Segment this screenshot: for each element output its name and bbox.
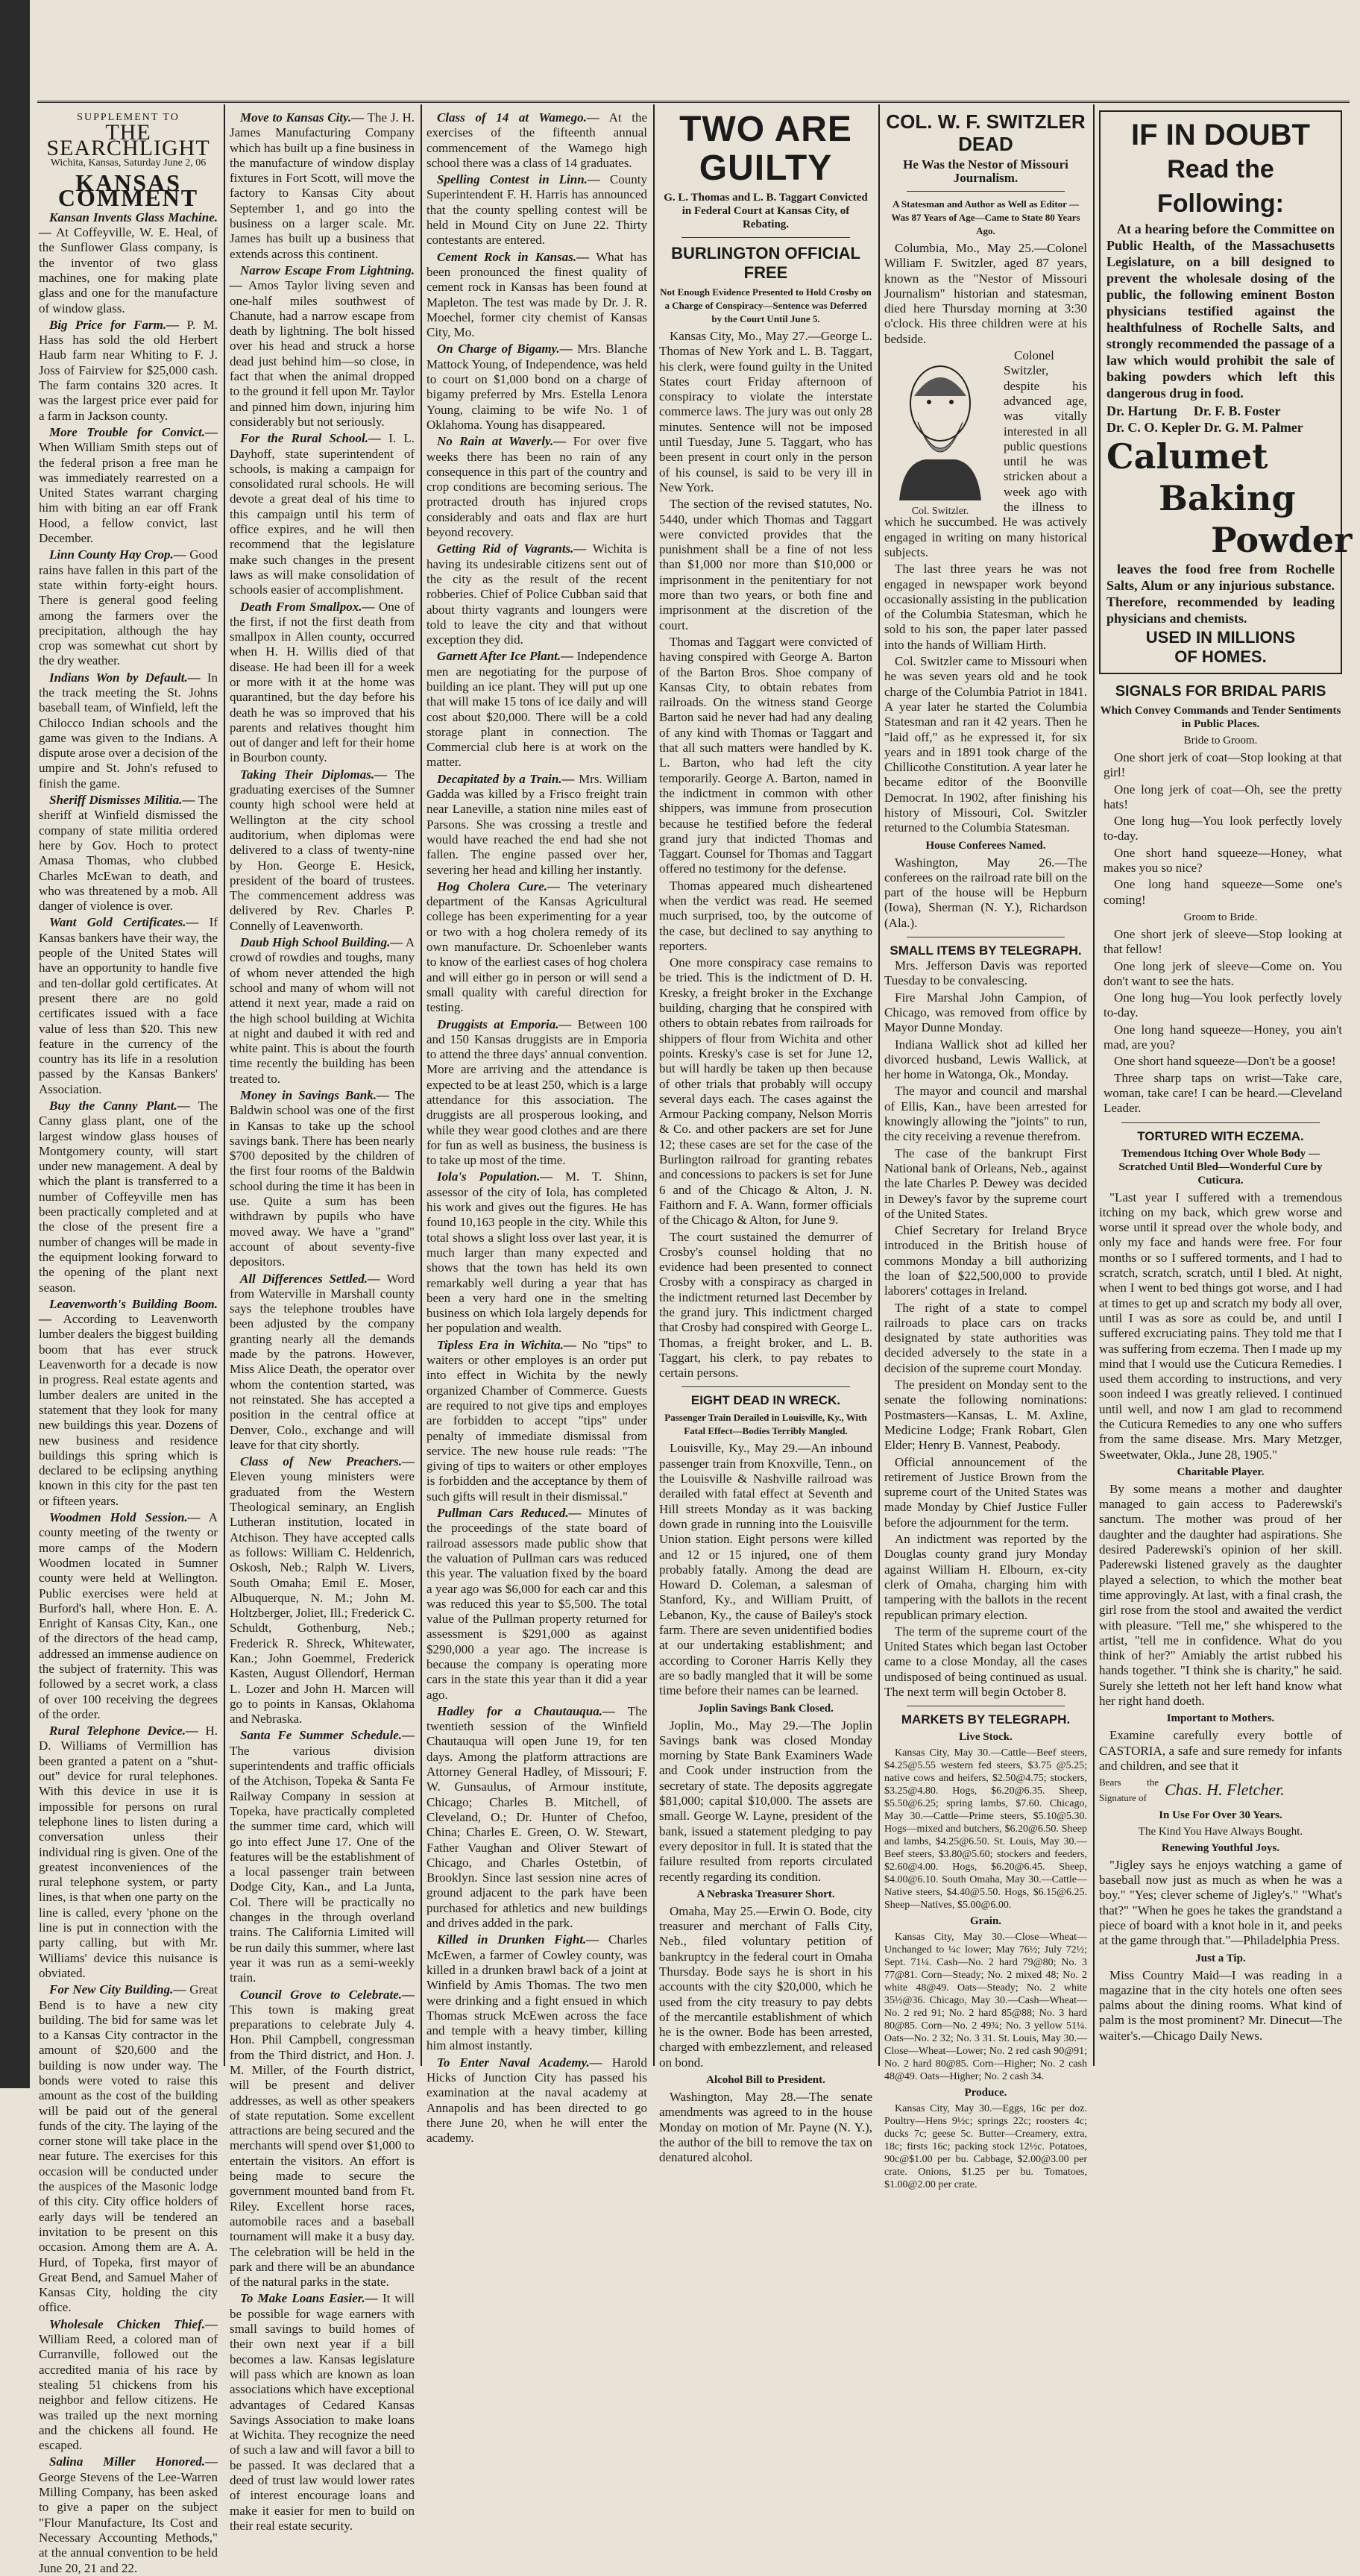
news-item (230, 1728, 415, 1985)
news-item-text: The twentieth session of the Winfield Chautauqua will open June 19, for ten days. Among the platform attractions are Attorney General Hadley, of Missouri; F. W. Gunsaulus, of Armour institute, Chicago; Charles B. Mitchell, of Cleveland, O.; Dr. Hunter of Chefoo, China; Charles E. Green, O. W. Stewart, Father Vaughan and Oliver Stewart of Chicago, and Charles Ostetbin, of Brooklyn. Since last session nine acres of ground adjacent to the park have been purchased for athletics and new buildings and drives added in the park. (426, 1703, 647, 1931)
news-item-kicker: On Charge of Bigamy.— (437, 342, 573, 356)
brand-calumet: Calumet (1106, 436, 1268, 477)
news-item-kicker: Leavenworth's Building Boom.— (39, 1296, 218, 1327)
news-item (39, 915, 218, 1097)
headline-alcohol: Alcohol Bill to President. (706, 2074, 825, 2087)
news-item-text: According to Leavenworth lumber dealers the biggest building boom that has ever struck Leavenworth for a decade is now in progress. Real estate agents and lumber dealers are united in the statement that they look for many new buildings this year. Dozens of new business and residence buildings this spring which is declared to be eclipsing anything known in this city for the past ten or fifteen years. (39, 1312, 218, 1508)
groom-signal: One long hug—You look perfectly lovely to-day. (1104, 990, 1342, 1020)
guilty-story (659, 329, 872, 1380)
news-item (426, 1017, 647, 1169)
news-item-kicker: Want Gold Certificates.— (49, 915, 199, 930)
bride-signal: One short hand squeeze—Honey, what makes you so nice? (1104, 845, 1342, 876)
bank-story: Joplin, Mo., May 29.—The Joplin Savings bank was closed Monday morning by State Bank Examiners Wade and Cook under instruction from the secretary of state. The deposits aggregate $81,000; capital $10,000. The assets are small. George W. Layne, president of the bank, issued a statement pledging to pay every depositor in full. It is stated that the failure resulted from reports circulated recently regarding its condition. (659, 1718, 872, 1884)
news-item-kicker: Decapitated by a Train.— (437, 771, 575, 786)
small-item: An indictment was reported by the Douglas county grand jury Monday against William H. Elbourn, ex-city clerk of Omaha, charging him with tampering with the ballots in the recent republican primary election. (884, 1532, 1087, 1622)
markets-live-head: Live Stock. (959, 1731, 1013, 1744)
signature-block (1099, 1775, 1342, 1806)
subhead-signals: Which Convey Commands and Tender Sentiments in Public Places. (1100, 705, 1341, 730)
news-item-text: The Baldwin school was one of the first in Kansas to take up the school savings bank. There has been nearly $700 deposited by the children of the first four rooms of the Baldwin school during the time it has been in use. Quite a sum has been withdrawn by pupils who have moved away. We have a "grand" account of about seventy-five depositors. (230, 1088, 415, 1269)
section-title: KANSAS COMMENT (57, 169, 199, 212)
news-item (230, 1088, 415, 1270)
column-rule (653, 104, 655, 2066)
subhead-crosby: Not Enough Evidence Presented to Hold Crosby on a Charge of Conspiracy—Sentence was Deferred by the Court Until June 5. (660, 286, 872, 324)
news-item-kicker: Hadley for a Chautauqua.— (437, 1703, 616, 1718)
news-item-kicker: Council Grove to Celebrate.— (240, 1987, 415, 2002)
small-item: The case of the bankrupt First National bank of Orleans, Neb., against the late Charles P. Dewey was decided in Dewey's favor by the supreme court of the United States. (884, 1146, 1087, 1221)
news-item (39, 1510, 218, 1722)
column-rule (1093, 104, 1095, 2066)
ad-doctors-2: Dr. C. O. Kepler Dr. G. M. Palmer (1106, 420, 1303, 435)
news-item-kicker: Class of New Preachers.— (240, 1454, 415, 1469)
news-item (230, 2291, 415, 2533)
news-item-kicker: To Make Loans Easier.— (240, 2291, 378, 2306)
news-item (426, 1169, 647, 1336)
news-item-kicker: Buy the Canny Plant.— (49, 1099, 190, 1113)
news-item-text: Mrs. William Gadda was killed by a Frisco freight train near Laneville, a station nine miles east of Parsons. She was crossing a trestle and would have reached the end had she not fallen. The engine passed over her, severing her head and killing her instantly. (426, 771, 647, 877)
small-item: Fire Marshal John Campion, of Chicago, was removed from office by Mayor Dunne Monday. (884, 990, 1087, 1035)
news-item (230, 600, 415, 766)
news-item-text: George Stevens of the Lee-Warren Milling Company, has been asked to give a paper on the subject "Flour Manufacture, Its Cost and Necessary Accounting Methods," at the annual convention to be held June 20, 21 and 22. (39, 2469, 218, 2575)
news-item-text: One of the first, if not the first death from smallpox in Allen county, occurred when H. H. Willis died of that disease. He had been ill for a week or more with it at the home was quarantined, but the day before his death he was so improved that his parents and relatives thought him out of danger and left for their home in Bourbon county. (230, 599, 415, 765)
groom-signal: Three sharp taps on wrist—Take care, woman, take care! I can be heard.—Cleveland Leader. (1104, 1070, 1342, 1116)
groom-signals-list (1099, 927, 1342, 1116)
bride-signals-list (1099, 750, 1342, 908)
news-item-text: Charles McEwen, a farmer of Cowley county, was killed in a drunken brawl back of a joint at Winfield by Amis Thomas. The two men were drinking and a fight ensued in which Thomas struck McEwen across the face and temple with a heavy timber, killing him almost instantly. (426, 1932, 647, 2053)
bride-signal: One short jerk of coat—Stop looking at that girl! (1104, 750, 1342, 780)
news-item (39, 2317, 218, 2454)
ad-used-2: OF HOMES. (1174, 647, 1267, 666)
news-item (39, 670, 218, 791)
news-item (39, 1297, 218, 1509)
news-item-kicker: Salina Miller Honored.— (49, 2454, 218, 2469)
news-item-kicker: To Enter Naval Academy.— (437, 2055, 602, 2070)
headline-player: Charitable Player. (1177, 1466, 1265, 1478)
markets-grain-head: Grain. (969, 1915, 1002, 1928)
story-paragraph: Columbia, Mo., May 25.—Colonel William F. Switzler, aged 87 years, known as the "Nestor of Missouri Journalism" historian and statesman, died here Thursday morning at 3:30 o'clock. His three children were at his bedside. (884, 241, 1087, 346)
bride-signal: One long hand squeeze—Some one's coming! (1104, 877, 1342, 907)
fletcher-signature: Chas. H. Fletcher. (1165, 1780, 1285, 1800)
story-paragraph: Kansas City, Mo., May 27.—George L. Thomas of New York and L. B. Taggart, his clerk, were found guilty in the United States court Friday afternoon of conspiracy to violate the interstate commerce laws. The jury was out only 28 minutes. Sentence will not be imposed until Tuesday, June 5. Taggart, who has been present in court only in the person of his counsel, is said to be very ill in New York. (659, 329, 872, 494)
markets-produce: Kansas City, May 30.—Eggs, 16c per doz. Poultry—Hens 9½c; springs 22c; roosters 4c; ducks 7c; geese 5c. Butter—Creamery, extra, 18c; firsts 16c; packing stock 12½c. Potatoes, 90c@$1.00 per bu. Cabbage, $2.00@3.00 per crate. Onions, $1.25 per bu. Tomatoes, $1.00@2.00 per crate. (884, 2103, 1087, 2191)
headline-burlington: BURLINGTON OFFICIAL FREE (671, 244, 860, 282)
small-item: The mayor and council and marshal of Ellis, Kan., have been arrested for knowingly allowing the "joints" to run, the city receiving a revenue therefrom. (884, 1084, 1087, 1144)
news-item-text: At the exercises of the fifteenth annual commencement of the Wamego high school there was a class of 14 graduates. (426, 110, 647, 170)
news-item-kicker: Taking Their Diplomas.— (240, 767, 388, 782)
conferees-story: Washington, May 26.—The conferees on the railroad rate bill on the part of the house will be Hepburn (Iowa), Sherman (N. Y.), Richardson (Ala.). (884, 855, 1087, 930)
news-item (426, 110, 647, 171)
news-item-text: Wichita is having its undesirable citizens sent out of the city as the result of the recent robberies. Chief of Police Cubban said that about thirty vagrants and loungers were told to leave the city and that without exception they did. (426, 541, 647, 647)
headline-mothers: Important to Mothers. (1166, 1712, 1275, 1725)
ad-doctors-1: Dr. Hartung Dr. F. B. Foster (1106, 403, 1281, 418)
news-item (39, 425, 218, 546)
ad-used-1: USED IN MILLIONS (1145, 628, 1296, 647)
news-item (39, 2454, 218, 2575)
calumet-advertisement (1099, 110, 1353, 674)
bears-label: Bears the Signature of (1099, 1777, 1159, 1803)
news-item (230, 767, 415, 934)
news-item-kicker: Woodmen Hold Session.— (49, 1510, 201, 1525)
ad-tail: leaves the food free from Rochelle Salts, Alum or any injurious substance. Therefore, recommended by leading physicians and chemists. (1106, 562, 1335, 626)
news-item (426, 879, 647, 1016)
news-item-text: A crowd of rowdies and toughs, many of whom never attended the high school and many of whom will not attend it next year, made a raid on the high school building at Wichita at night and daubed it with red and white paint. This is about the fourth time recently the building has been treated to. (230, 935, 415, 1086)
headline-conferees: House Conferees Named. (925, 839, 1046, 852)
news-item-kicker: Big Price for Farm.— (49, 317, 180, 332)
news-item-text: I. L. Dayhoff, state superintendent of schools, is making a campaign for consolidated rural schools. He will devote a great deal of his time to this campaign until his term of office expires, and he will then recommend that the legislature make such changes in the present laws as will make consolidation of schools easier of accomplishment. (230, 431, 415, 597)
news-item-kicker: For the Rural School.— (240, 431, 381, 446)
news-item-text: The graduating exercises of the Sumner county high school were held at Wellington at the city school auditorium, when diplomas were delivered to a class of twenty-nine by Hon. George E. Hesick, president of the board of trustees. The commencement address was delivered by Rev. Charles P. Connelly of Leavenworth. (230, 767, 415, 933)
news-item-text: Great Bend is to have a new city building. The bid for same was let to a Kansas City contractor in the amount of $20,600 and the building is now under way. The bonds were voted to raise this amount as the cost of the building will be paid out of the general funds of the city. The laying of the corner stone will take place in the near future. The exercises for this occasion will be conducted under the auspices of the Masonic lodge of this city. City office holders of early days will be tendered an invitation to be present on this occasion. Among them are A. A. Hurd, of Topeka, first mayor of Great Bend, and Samuel Maher of Kansas City, holding the city office. (39, 1982, 218, 2315)
news-item-kicker: Indians Won by Default.— (49, 670, 201, 685)
news-item-kicker: Cement Rock in Kansas.— (437, 249, 590, 264)
column-three-list (426, 110, 647, 2146)
news-item-text: County Superintendent F. H. Harris has announced that the county spelling contest will be held in Mound City on June 22. Thirty contestants are entered. (426, 172, 647, 248)
small-item: Indiana Wallick shot ad killed her divorced husband, Lewis Wallick, at her home in Watonga, Ok., Monday. (884, 1037, 1087, 1082)
top-rule (37, 101, 1350, 103)
bride-to-groom-head: Bride to Groom. (1183, 735, 1258, 747)
switzler-story-lead (884, 241, 1087, 347)
news-item-text: What has been pronounced the finest quality of cement rock in Kansas has been found at Mapleton. The test was made by Dr. J. R. Moechel, former city chemist of Kansas City, Mo. (426, 249, 648, 340)
joys-story: "Jigley says he enjoys watching a game of baseball now just as much as when he was a boy." "Yes; clever scheme of Jigley's." "What's that?" "When he goes he takes the grandstand a piece of board with a knot hole in it, and peeks at the game through that."—Philadelphia Press. (1099, 1857, 1342, 1948)
groom-signal: One short jerk of sleeve—Stop looking at that fellow! (1104, 926, 1342, 957)
masthead-supplement: SUPPLEMENT TO (77, 112, 180, 123)
news-item (39, 547, 218, 668)
news-item (426, 1704, 647, 1931)
brand-powder: Powder (1211, 520, 1353, 560)
headline-markets: MARKETS BY TELEGRAPH. (901, 1712, 1071, 1727)
headline-treasurer: A Nebraska Treasurer Short. (696, 1888, 835, 1900)
masthead-paper-name: THE SEARCHLIGHT (46, 120, 210, 160)
portrait-caption: Col. Switzler. (911, 506, 969, 518)
news-item-text: Word from Waterville in Marshall county says the telephone troubles have been adjusted by the company granting nearly all the demands made by the patrons. However, Miss Alice Death, the operator over whom the contention started, was not reinstated. She has accepted a position in the central office at Denver, Colo., exchange and will leave for that city shortly. (230, 1271, 415, 1452)
bride-signal: One long hug—You look perfectly lovely to-day. (1104, 814, 1342, 844)
groom-signal: One long jerk of sleeve—Come on. You don't want to see the hats. (1104, 958, 1342, 988)
story-paragraph: The court sustained the demurrer of Crosby's counsel holding that no evidence had been presented to connect Crosby with a conspiracy as charged in the indictment returned last December by the grand jury. This indictment charged that Crosby had conspired with George L. Thomas, a freight broker, and L. B. Taggart, his clerk, to pay rebates to certain persons. (659, 1229, 872, 1380)
news-item (230, 1272, 415, 1454)
news-item (426, 1338, 647, 1504)
subhead-statesman: A Statesman and Author as Well as Editor —Was 87 Years of Age—Came to State 80 Years Ago. (891, 198, 1080, 236)
news-item (426, 2055, 647, 2146)
news-item-text: The J. H. James Manufacturing Company which has built up a fine business in the manufacture of window display fixtures in Fort Scott, will move the factory to Kansas City about September 1, and go into the business on a larger scale. Mr. James has built up a business that extends across this continent. (230, 110, 415, 261)
column-ads (1099, 110, 1353, 2064)
news-item-kicker: Iola's Population.— (437, 1169, 553, 1184)
eczema-story: "Last year I suffered with a tremendous itching on my back, which grew worse and worse until it spread over the whole body, and only my face and hands were free. For four months or so I suffered torments, and I had to scratch, scratch, scratch, until I bled. At night, when I went to bed things got worse, and I had at times to get up and scratch my body all over, until I was as sore as could be, and until I suffered excruciating pains. They told me that I was suffering from eczema. Then I made up my mind that I would use the Cuticura Remedies. I used them according to instructions, and very soon indeed I was greatly relieved. I continued until well, and now I am glad to recommend the Cuticura Remedies to any one who suffers from the same disease. Mrs. Mary Metzger, Sweetwater, Okla., June 28, 1905." (1099, 1190, 1342, 1462)
news-item-text: Independence men are negotiating for the purpose of building an ice plant. They will put up one that will make 15 tons of ice daily and will cost about $20,000. There will be a cold storage plant in connection. The Commercial club here is at work on the matter. (426, 649, 648, 770)
news-item (39, 1982, 218, 2316)
news-item (39, 793, 218, 914)
headline-wreck: EIGHT DEAD IN WRECK. (690, 1393, 841, 1408)
headline-two-are-guilty: TWO ARE GUILTY (679, 110, 852, 188)
news-item-kicker: Rural Telephone Device.— (49, 1724, 199, 1738)
news-item (426, 172, 647, 248)
headline-switzler: COL. W. F. SWITZLER DEAD (886, 110, 1086, 155)
news-item (39, 1099, 218, 1295)
news-item (39, 210, 218, 316)
news-item-kicker: Santa Fe Summer Schedule.— (240, 1728, 415, 1743)
small-item: Mrs. Jefferson Davis was reported Tuesday to be convalescing. (884, 958, 1087, 988)
news-item-text: A county meeting of the twenty or more camps of the Modern Woodmen located in Sumner county were held at Wellington. Public exercises were held at Burford's hall, where Hon. E. A. Enright of Kansas City, Kan., one of the directors of the head camp, addressed an immense audience on the subject of fraternity. This was followed by a secret work, a class of over 100 receiving the degrees of the order. (39, 1510, 218, 1721)
small-item: Official announcement of the retirement of Justice Brown from the supreme court of the United States was made Monday by Chief Justice Fuller before the adjournment for the term. (884, 1454, 1087, 1530)
headline-joys: Renewing Youthful Joys. (1161, 1841, 1280, 1854)
subhead-nestor: He Was the Nestor of Missouri Journalism. (903, 157, 1068, 185)
tip-story: Miss Country Maid—I was reading in a magazine that in the city hotels one often sees palms about the dining rooms. What kind of palm is the most prominent? Mr. Dinecut—The waiter's.—Chicago Daily News. (1099, 1967, 1342, 2043)
column-two-are-guilty (659, 110, 872, 2165)
news-item-kicker: Getting Rid of Vagrants.— (437, 541, 587, 556)
news-item (230, 935, 415, 1087)
small-item: The right of a state to compel railroads to place cars on tracks designated by state authorities was decided adversely to the state in a decision of the supreme court Monday. (884, 1300, 1087, 1375)
news-item-kicker: Narrow Escape From Lightning.— (230, 263, 415, 293)
news-item-kicker: Money in Savings Bank.— (240, 1088, 389, 1102)
divider (907, 191, 1065, 192)
news-item (426, 772, 647, 878)
news-item-text: No "tips" to waiters or other employes is an order put into effect in Wichita by the newly organized Chamber of Commerce. Guests are required to not give tips and employes are forbidden to accept "tips" under penalty of immediate dismissal from service. The new house rule reads: "The giving of tips to waiters or other employes is forbidden and the acceptance by them of such gifts will result in their dismissal." (426, 1337, 647, 1504)
column-two-list (230, 110, 415, 2533)
story-paragraph: Colonel Switzler, despite his advanced age, was vitally interested in all public questions until he was stricken about a week ago with the illness to which he succumbed. He was actively engaged in writing on many historical subjects. (884, 348, 1087, 559)
news-item-text: If Kansas bankers have their way, the people of the United States will have an opportunity to handle five and ten-dollar gold certificates. At present there are no gold certificates issued with a face value of less than $20. This new feature in the currency of the country has its life in a resolution passed by the Kansas Bankers' Association. (39, 915, 218, 1096)
news-item-text: Eleven young ministers were graduated from the Western Theological seminary, an English Lutheran institution, located in Atchison. They have accepted calls as follows: William C. Heldenrich, Oskosh, Neb.; Ralph W. Livers, South Omaha; Emil E. Moser, Albuquerque, N. M.; John M. Holtzberger, Joliet, Ill.; Frederick C. Schuldt, Gothenburg, Neb.; Frederick R. Shreck, Whitewater, Kan.; John Goemmel, Frederick Kasten, August Ollendorf, Herman L. Lozer and John H. Marcen will go to points in Kansas, Oklahoma and Nebraska. (230, 1469, 415, 1727)
news-item-text: In the track meeting the St. Johns baseball team, of Winfield, left the Chilocco Indian schools and the game was given to the Indians. A dispute arose over a decision of the umpire and St. John's refused to finish the game. (39, 670, 218, 791)
news-item-text: The various division superintendents and traffic officials of the Atchison, Topeka & Santa Fe Railway Company in session at Topeka, have practically completed the summer time card, which will go into effect June 17. One of the features will be the establishment of a local passenger train between Dodge City, Kan., and La Junta, Col. There will be practically no changes in the through overland trains. The California Limited will be run daily this summer, where last year it was run as a semi-weekly train. (230, 1743, 415, 1985)
news-item-kicker: Linn County Hay Crop.— (49, 547, 186, 562)
small-items-list (884, 958, 1087, 1700)
news-item (39, 318, 218, 424)
markets-produce-head: Produce. (964, 2087, 1007, 2099)
ad-headline-doubt: IF IN DOUBT (1131, 119, 1310, 151)
bride-signal: One long jerk of coat—Oh, see the pretty hats! (1104, 782, 1342, 811)
news-item-text: William Reed, a colored man of Curranville, followed out the accredited mania of his race by stealing 51 chickens from his neighbor and fellow citizens. He was trailed up the next morning and the chickens all found. He escaped. (39, 2332, 218, 2453)
news-item-kicker: Hog Cholera Cure.— (437, 879, 561, 893)
portrait-engraving-icon (884, 351, 996, 500)
news-item-kicker: Druggists at Emporia.— (437, 1017, 572, 1031)
column-kansas-comment (39, 110, 218, 2575)
story-paragraph: One more conspiracy case remains to be tried. This is the indictment of D. H. Kresky, a freight broker in the Exchange building, charging that he conspired with others to obtain rebates from railroads for shippers of flour from Wichita and other points. Kresky's case is set for June 12, but will hardly be taken up then because of other trials that probably will occupy several days each. The cases against the Armour Packing company, Nelson Morris & Co. and other packers are set for June 12; these cases are set for the case of the Burlington railroad for granting rebates and concessions to packers is set for June 6 and of the Chicago & Alton, J. N. Faithorn and F. A. Wann, former officials of the Chicago & Alton, for June 9. (659, 955, 872, 1228)
story-paragraph: The last three years he was not engaged in newspaper work beyond occasionally assisting in the publication of the Columbia Statesman, which he sold to his son, the paper later passed into the hands of William Hirth. (884, 562, 1087, 652)
news-item-kicker: Daub High School Building.— (240, 935, 403, 950)
subhead-eczema: Tremendous Itching Over Whole Body —Scratched Until Bled—Wonderful Cure by Cuticura. (1118, 1147, 1323, 1187)
news-item (426, 434, 647, 540)
wreck-story: Louisville, Ky., May 29.—An inbound passenger train from Knoxville, Tenn., on the Louisville & Nashville railroad was derailed with fatal effect at Seventh and Hill streets Monday as it was backing down grade in running into the Louisville Union station. Eight persons were killed and 12 or 15 injured, one of them probably fatally. Among the dead are Howard D. Coleman, a salesman of Stanford, Ky., and William Pruitt, of Lebanon, Ky., the cause of Bailey's stock farm. There are seven unidentified bodies at our undertaking establishment; and according to Coroner Harris Kelly they are so badly mangled that it will be some time before their names can be learned. (659, 1441, 872, 1698)
headline-tip: Just a Tip. (1195, 1952, 1246, 1964)
kansas-comment-list (39, 210, 218, 2576)
news-item-kicker: No Rain at Waverly.— (437, 434, 567, 449)
news-item-kicker: Kansan Invents Glass Machine.— (39, 210, 218, 240)
masthead-dateline: Wichita, Kansas, Saturday June 2, 06 (50, 157, 207, 169)
kind-line: The Kind You Have Always Bought. (1138, 1825, 1303, 1838)
headline-eczema: TORTURED WITH ECZEMA. (1137, 1128, 1304, 1143)
news-item-kicker: Pullman Cars Reduced.— (437, 1506, 582, 1521)
news-item (426, 649, 647, 770)
news-item-kicker: More Trouble for Convict.— (49, 424, 218, 439)
news-item-text: This town is making great preparations to celebrate July 4. Hon. Phil Campbell, congressman from the Third district, and Hon. J. M. Miller, of the Fourth district, will be present and deliver addresses, as well as other speakers of state reputation. Some excellent attractions are being secured and the merchants will spend over $1,000 to entertain the visitors. An effort is being made to secure the government mounted band from Ft. Riley. Excellent horse races, automobile races and a baseball tournament will make it a busy day. The celebration will be held in the park and there will be an abundance of the natural parks in the state. (230, 2002, 415, 2290)
news-item-text: P. M. Hass has sold the old Herbert Haub farm near Whiting to F. J. Joss of Fairview for $25,000 cash. The farm contains 320 acres. It was the largest price ever paid for a farm in Jackson county. (39, 317, 218, 423)
news-item-text: Harold Hicks of Junction City has passed his examination at the naval academy at Annapolis and has been directed to go there June 20, when he will enter the academy. (426, 2055, 647, 2146)
story-paragraph: Thomas appeared much disheartened when the verdict was read. He seemed much surprised, too, by the outcome of the case, but declined to say anything to reporters. (659, 878, 872, 953)
small-item: Chief Secretary for Ireland Bryce introduced in the British house of commons Monday a bill authorizing the loan of $22,500,000 to provide laborers' cottages in Ireland. (884, 1223, 1087, 1298)
news-item-text: Minutes of the proceedings of the state board of railroad assessors made public show that the valuation of Pullman cars was reduced this year. The valuation fixed by the board a year ago was $6,000 for each car and this was reduced this year to $5,500. The total value of the Pullman property returned for assessment is $291,000 as against $290,000 a year ago. The increase is because the company is operating more cars in the state this year than it did a year ago. (426, 1506, 648, 1702)
news-item (230, 1454, 415, 1727)
news-item-text: M. T. Shinn, assessor of the city of Iola, has completed his work and gives out the figures. He has found 10,163 people in the city. While this total shows a slight loss over last year, it is much larger than many expected and shows that the town has held its own remarkably well during a year that has been a very hard one in the smelting business on which Iola largely depends for her population and wealth. (426, 1169, 647, 1336)
news-item-kicker: Sheriff Dismisses Militia.— (49, 793, 195, 808)
news-item (230, 1988, 415, 2290)
divider (1121, 1122, 1320, 1123)
news-item (426, 541, 647, 647)
news-item (426, 1932, 647, 2053)
brand-baking: Baking (1159, 478, 1296, 518)
markets-live: Kansas City, May 30.—Cattle—Beef steers, $4.25@5.55 western fed steers, $3.75 @5.25; native cows and heifers, $2.50@4.75; stockers, $3.25@4.80. Hogs, $6.20@6.35. Sheep, $5.50@6.25; spring lambs, $7.60. Chicago, May 30.—Cattle—Prime steers, $5.10@5.30. Hogs—mixed and butchers, $6.20@6.50. Sheep and lambs, $4.25@6.50. St. Louis, May 30.—Beef steers, $3.80@5.60; stockers and feeders, $2.60@4.00. Hogs, $6.20@6.45. Sheep, $4.00@6.10. South Omaha, May 30.—Cattle—Native steers, $4.40@5.50. Hogs, $6.15@6.25. Sheep—Natives, $5.00@6.00. (884, 1747, 1087, 1911)
story-paragraph: Col. Switzler came to Missouri when he was seven years old and he took charge of the Columbia Patriot in 1841. A year later he started the Columbia Statesman and ran it 42 years. Then he "laid off," as he expressed it, for six years and in 1891 took charge of the Chillicothe Constitution. A year later he became editor of the Boonville Democrat. In 1902, after finishing his history of Missouri, Col. Switzler returned to the Columbia Statesman. (884, 654, 1087, 835)
groom-signal: One short hand squeeze—Don't be a goose! (1114, 1054, 1336, 1069)
news-item-text: When William Smith steps out of the federal prison a free man he was immediately rearrested on a United States warrant charging him with biting an ear off Frank Hood, a fellow convict, last December. (39, 440, 218, 546)
groom-to-bride-head: Groom to Bride. (1183, 911, 1258, 923)
news-item-kicker: Garnett After Ice Plant.— (437, 649, 574, 664)
news-item-kicker: For New City Building.— (49, 1982, 186, 1997)
column-rule (421, 104, 422, 2066)
portrait-switzler (884, 351, 996, 518)
column-rule (878, 104, 880, 2066)
news-item (230, 110, 415, 262)
news-item-kicker: All Differences Settled.— (240, 1271, 381, 1286)
news-item-kicker: Killed in Drunken Fight.— (437, 1932, 599, 1947)
divider (681, 237, 850, 238)
news-item-text: Between 100 and 150 Kansas druggists are in Emporia to attend the three days' annual convention. More are arriving and the attendance is expected to be at least 250, which is a large attendance for this association. The druggists are all prosperous looking, and while they wear good clothes and are there for fun as well as business, the business is to take up most of the time. (426, 1017, 647, 1168)
news-item (426, 1506, 647, 1703)
news-item-kicker: Death From Smallpox.— (240, 599, 375, 614)
treasurer-story: Omaha, May 25.—Erwin O. Bode, city treasurer and merchant of Falls City, Neb., filed voluntary petition of bankruptcy in the federal court in Omaha Thursday. Bode says he is short in his accounts with the city $20,000, which he used from the city treasury to pay debts of the mercantile establishment of which he is the owner. Bode has been arrested, charged with embezzlement, and released on bond. (659, 1903, 872, 2070)
news-item-kicker: Class of 14 at Wamego.— (437, 110, 599, 125)
subhead-wreck: Passenger Train Derailed in Louisville, Ky., With Fatal Effect—Bodies Terribly Mangled. (664, 1412, 867, 1437)
news-item-kicker: Wholesale Chicken Thief.— (49, 2316, 218, 2331)
news-item-text: Amos Taylor living seven and one-half miles southwest of Chanute, had a narrow escape from death by lightning. The bolt hissed over his head and struck a horse dead just behind him—so close, in fact that when the animal dropped to the ground it fell upon Mr. Taylor and pinned him down, injuring him considerably but not seriously. (230, 278, 415, 429)
news-item (426, 250, 647, 341)
ad-headline-read: Read the Following: (1157, 155, 1284, 218)
small-item: The term of the supreme court of the United States which began last October came to a close Monday, all the cases undisposed of being continued as usual. The next term will begin October 8. (884, 1624, 1087, 1700)
alcohol-story: Washington, May 28.—The senate amendments was agreed to in the house Monday on motion of Mr. Payne (N. Y.), the author of the bill to remove the tax on denatured alcohol. (659, 2090, 872, 2165)
news-item (426, 342, 647, 433)
headline-small-items: SMALL ITEMS BY TELEGRAPH. (890, 943, 1082, 958)
headline-bank: Joplin Savings Bank Closed. (698, 1702, 834, 1715)
news-item-kicker: Move to Kansas City.— (240, 110, 365, 125)
divider (681, 1386, 850, 1387)
news-item-text: At Coffeyville, W. E. Heal, of the Sunflower Glass company, is the inventor of two glass machines, one for making plate glass and one for the manufacture of window glass. (39, 225, 218, 315)
subhead-convicted: G. L. Thomas and L. B. Taggart Convicted in Federal Court at Kansas City, of Rebating. (664, 192, 868, 230)
news-item (230, 431, 415, 597)
news-item-text: Mrs. Blanche Mattock Young, of Independence, was held to court on $1,000 bond on a charge of bigamy preferred by Mrs. Estella Lenora Young, claiming to be wife No. 1 of Oklahoma. Young has disappeared. (426, 342, 648, 432)
column-three (426, 110, 648, 2146)
news-item-kicker: Tipless Era in Wichita.— (437, 1337, 576, 1352)
story-paragraph: Thomas and Taggart were convicted of having conspired with George A. Barton of the Barton Bros. Shoe company of Kansas City, to obtain rebates from railroads. On the witness stand George Barton said he never had had any dealing of any kind with Thomas or Taggart and that all such matters were handled by K. L. Barton, who had left the city temporarily. George A. Barton, named in the indictment in common with other shippers, was immune from prosecution because he testified before the federal grand jury that indicted Thomas and Taggart. Counsel for Thomas and Taggart offered no testimony for the defense. (659, 634, 872, 876)
news-item (39, 1724, 218, 1981)
markets-grain: Kansas City, May 30.—Close—Wheat—Unchanged to ¼c lower; May 76½; July 72½; Sept. 71¼. Cash—No. 2 hard 79@80; No. 3 77@81. Corn—Steady; No. 2 mixed 48; No. 2 white 48@49. Oats—Steady; No. 2 white 35½@36. Chicago, May 30.—Cash—Wheat—No. 2 red 91; No. 2 hard 85@88; No. 3 hard 80@85. Corn—No. 2 49¾; No. 3 yellow 51¼. Oats—No. 2 32; No. 3 31. St. Louis, May 30.—Close—Wheat—Lower; No. 2 red cash 90@91; No. 2 hard 80@85. Corn—Higher; No. 2 cash 48@49. Oats—Higher; No. 2 cash 34. (884, 1932, 1087, 2083)
news-item-text: Good rains have fallen in this part of the state within forty-eight hours. There is general good feeling among the farmers over the precipitation, although the hay crop was somewhat cut short by the dry weather. (39, 547, 218, 668)
news-item-text: The veterinary department of the Kansas Agricultural college has been experimenting for a year or two with a hog cholera remedy of its own manufacture. Dr. Schoenleber wants to know of the earliest cases of hog cholera and will either go in person or will send a small quality with careful direction for testing. (426, 879, 648, 1015)
groom-signal: One long hand squeeze—Honey, you ain't mad, are you? (1104, 1022, 1342, 1052)
news-item (230, 263, 415, 430)
story-paragraph: The section of the revised statutes, No. 5440, under which Thomas and Taggart were convicted provides that the punishment shall be a fine of not less than $1,000 nor more than $10,000 or imprisonment in the penitentiary for not more than two years, or both fine and imprisonment at the discretion of the court. (659, 497, 872, 632)
mothers-notice: Examine carefully every bottle of CASTORIA, a safe and sure remedy for infants and children, and see that it (1099, 1728, 1342, 1773)
headline-signals: SIGNALS FOR BRIDAL PARIS (1115, 683, 1326, 700)
column-two (230, 110, 415, 2533)
use-line: In Use For Over 30 Years. (1159, 1809, 1282, 1821)
masthead (39, 110, 218, 171)
news-item-text: It will be possible for wage earners with small savings to build homes of their own next year if a bill becomes a law. Kansas legislature will pass which are known as loan associations which have exceptional advantages of Cedared Kansas Savings Association to make loans at Wichita. They recognize the need of such a law and will favor a bill to be passed. It was declared that a deed of trust law would lower rates of interest encourage loans and make it easier for men to build on their real estate security. (230, 2291, 415, 2533)
news-item-kicker: Spelling Contest in Linn.— (437, 172, 600, 187)
player-story: By some means a mother and daughter managed to gain access to Paderewski's sanctum. The mother was proud of her daughter and the daughter had aspirations. She desired Paderewski's opinion of her skill. Paderewski listened gravely as the daughter played a selection, to which the mother beat time approvingly. At last, with a final crash, the girl rose from the stool and awaited the verdict with pleasure. "Tell me," she whispered to the artist, "tell me in confidence. What do you think of her?" Amiably the artist rubbed his hands together. "I think she is charity," he said. Surely she letteth not her left hand know what her right hand doeth. (1099, 1481, 1342, 1709)
news-item-text: H. D. Williams of Vermillion has been granted a patent on a "shut-out" device for rural telephones. With this device in use it is impossible for persons on rural telephone lines to listen during a conversation unless their individual ring is given. One of the greatest inconveniences of the rural telephone system, or party lines, is that when one party on the line is called, every 'phone on the line is put in connection with the party calling, but with Mr. Williams' device this nuisance is obviated. (39, 1724, 218, 1980)
page-binding-edge (0, 0, 30, 2088)
news-item-text: The sheriff at Winfield dismissed the company of state militia ordered here by Gov. Hoch to protect Amasa Thomas, who clubbed Charles McEwan to death, and who was threatened by a mob. All danger of violence is over. (39, 793, 218, 914)
column-rule (224, 104, 225, 2066)
small-item: The president on Monday sent to the senate the following nominations: Postmasters—Kansas, L. M. Axline, Medicine Lodge; Frank Robart, Glen Elder; Henry B. Vannest, Peabody. (884, 1377, 1087, 1453)
ad-body: At a hearing before the Committee on Public Health, of the Massachusetts Legislature, on a bill designed to prevent the wholesale dosing of the public, the following eminent Boston physicians testified against the healthfulness of Rochelle Salts, and strongly recommended the passage of a law which would prohibit the sale of baking powders which left this dangerous drug in food. (1106, 222, 1335, 400)
news-item-text: The Canny glass plant, one of the largest window glass houses of Montgomery county, will start under new management. A deal by which the plant is transferred to a number of Coffeyville men has been practically completed and at the close of the present fire a number of changes will be made in the equipment looking forward to the opening of the plant next season. (39, 1099, 218, 1295)
news-item-text: For over five weeks there has been no rain of any consequence in this part of the country and crop conditions are becoming serious. The protracted drouth has injured crops considerably and oats and flax are hurt beyond recovery. (426, 434, 647, 540)
column-switzler (884, 110, 1087, 2191)
